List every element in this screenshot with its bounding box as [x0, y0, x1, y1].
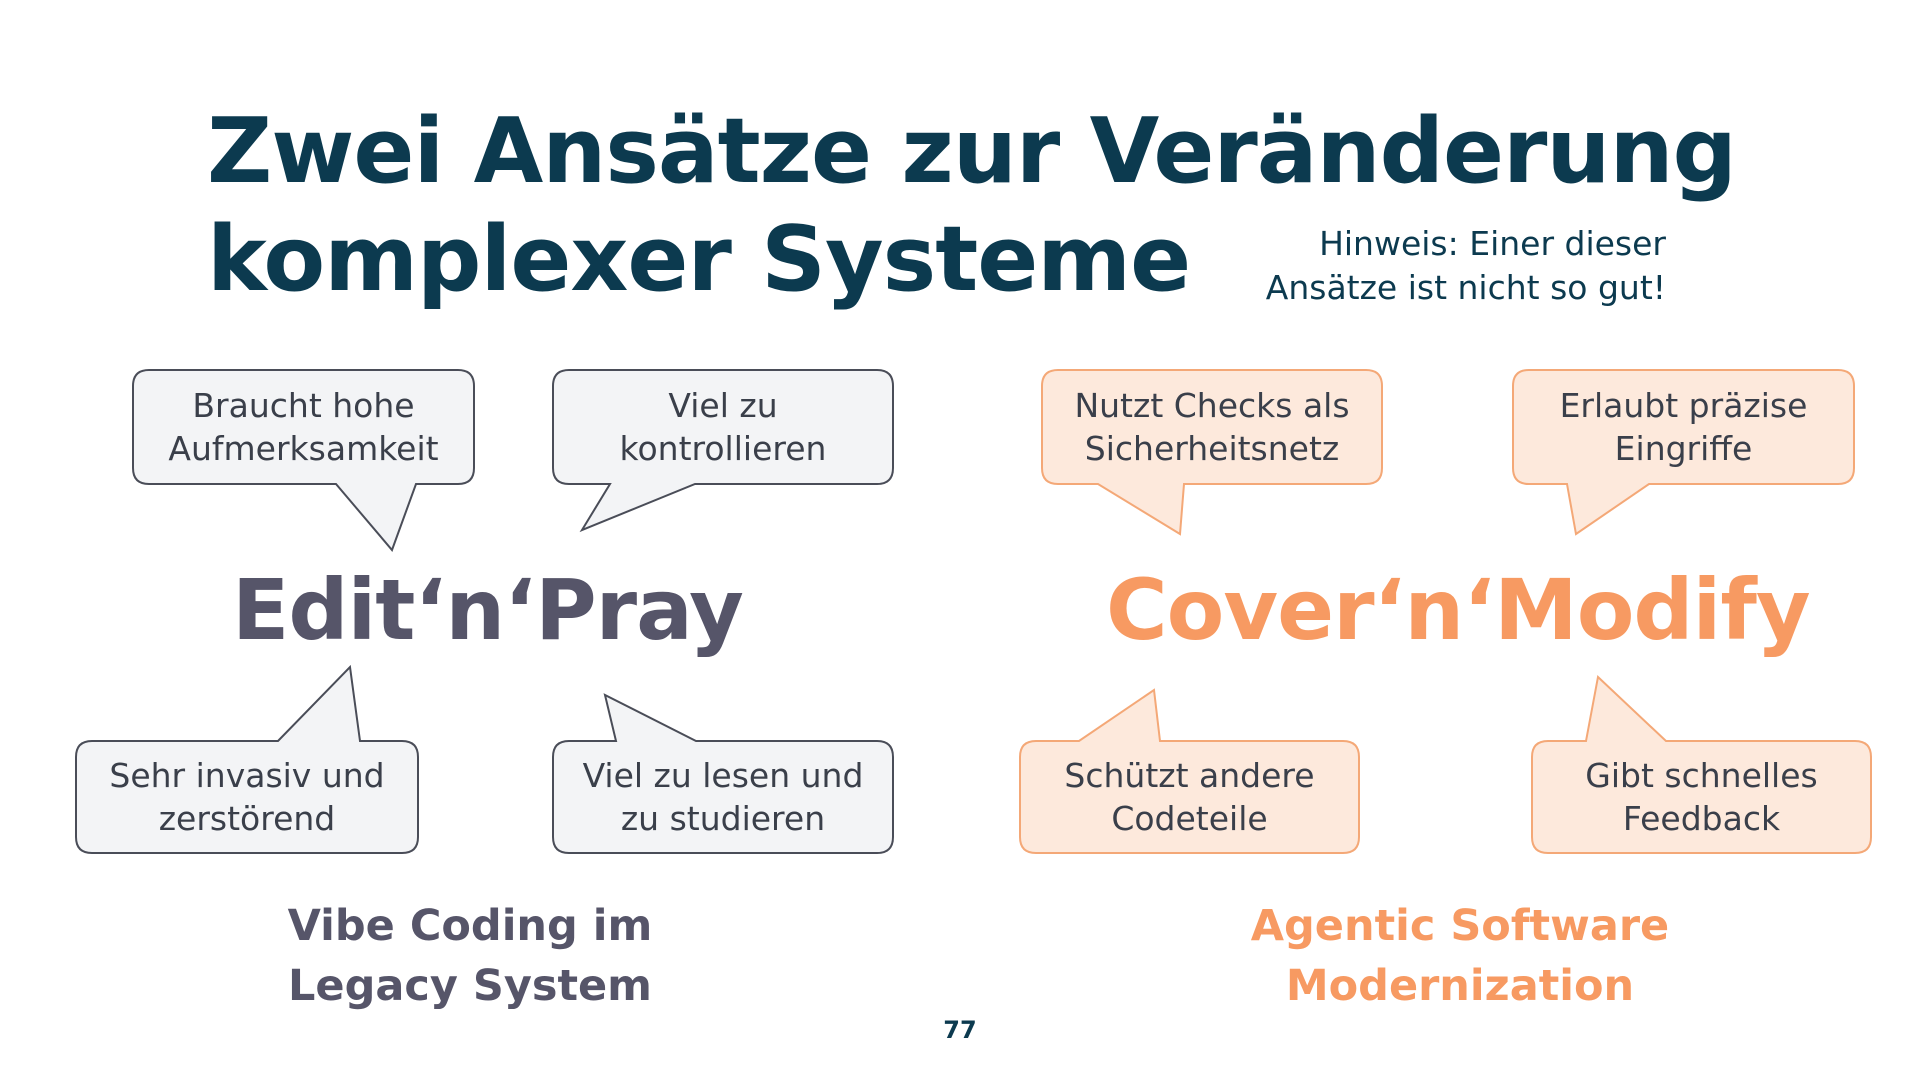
- bubble-too-much-to-control: [553, 370, 893, 484]
- bubble-line: Sehr invasiv und: [109, 756, 385, 795]
- bubble-line: Schützt andere: [1064, 756, 1315, 795]
- bubble-invasive-destructive: [76, 741, 418, 853]
- slide-title-line1: Zwei Ansätze zur Veränderung: [207, 99, 1736, 204]
- bubble-line: Braucht hohe: [192, 386, 415, 425]
- caption-vibe-coding: [270, 896, 670, 1016]
- bubble-line: Codeteile: [1111, 799, 1268, 838]
- bubble-too-much-to-read: [553, 741, 893, 853]
- caption-line: Vibe Coding im: [287, 901, 653, 951]
- bubble-line: Viel zu: [668, 386, 778, 425]
- bubble-line: kontrollieren: [619, 429, 827, 468]
- bubble-uses-checks: [1042, 370, 1382, 484]
- bubble-line: Nutzt Checks als: [1074, 386, 1350, 425]
- hint-line1: Hinweis: Einer dieser: [1319, 224, 1666, 263]
- bubble-line: zu studieren: [620, 799, 826, 838]
- hint-line2: Ansätze ist nicht so gut!: [1265, 268, 1666, 307]
- caption-agentic-modernization: [1230, 896, 1690, 1016]
- bubble-precise-changes: [1513, 370, 1854, 484]
- approach-cover-n-modify: Cover‘n‘Modify: [1106, 561, 1810, 659]
- approach-edit-n-pray: Edit‘n‘Pray: [232, 561, 743, 659]
- bubble-line: zerstörend: [158, 799, 336, 838]
- bubble-fast-feedback: [1532, 741, 1871, 853]
- caption-line: Modernization: [1285, 961, 1635, 1011]
- bubble-line: Gibt schnelles: [1585, 756, 1818, 795]
- bubble-line: Viel zu lesen und: [582, 756, 864, 795]
- slide-title-line2: komplexer Systeme: [207, 207, 1191, 312]
- caption-line: Agentic Software: [1250, 901, 1670, 951]
- bubble-needs-attention: [133, 370, 474, 484]
- page-number: 77: [943, 1016, 977, 1044]
- bubble-line: Eingriffe: [1614, 429, 1753, 468]
- bubble-line: Aufmerksamkeit: [168, 429, 439, 468]
- bubble-line: Erlaubt präzise: [1559, 386, 1808, 425]
- bubble-protects-code: [1020, 741, 1359, 853]
- bubble-line: Sicherheitsnetz: [1084, 429, 1340, 468]
- bubble-line: Feedback: [1622, 799, 1781, 838]
- caption-line: Legacy System: [288, 961, 652, 1011]
